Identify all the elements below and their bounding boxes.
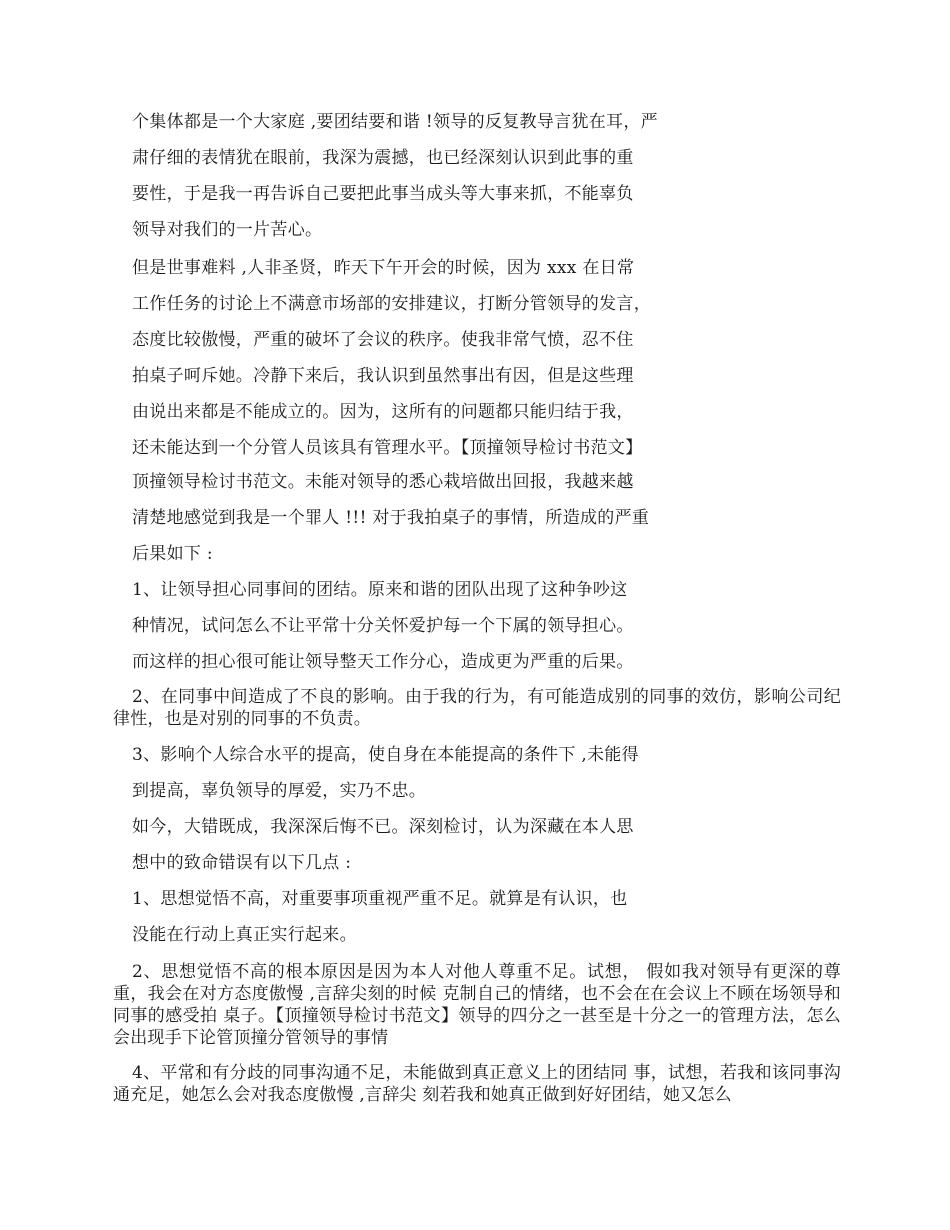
text-line: 态度比较傲慢，严重的破坏了会议的秩序。使我非常气愤，忍不住: [132, 330, 634, 350]
text-line: 领导对我们的一片苦心。: [132, 220, 323, 240]
paragraph-text: 2、在同事中间造成了不良的影响。由于我的行为，有可能造成别的同事的效仿，影响公司纪律性，也是对别的同事的不负责。: [113, 687, 841, 729]
text-line: 顶撞领导检讨书范文。未能对领导的悉心栽培做出回报，我越来越: [132, 472, 634, 492]
paragraph-text: 2、思想觉悟不高的根本原因是因为本人对他人尊重不足。试想， 假如我对领导有更深的尊重，我会在对方态度傲慢 ,言辞尖刻的时候 克制自己的情绪，也不会在在会议上不顾在场领导和同事的感受拍 桌子。【顶撞领导检讨书范文】领导的四分之一甚至是十分之一的管理方法，怎么会出现手下论管顶撞分管领导的事情: [113, 962, 841, 1048]
text-line: 没能在行动上真正实行起来。: [132, 925, 357, 945]
text-line: 而这样的担心很可能让领导整天工作分心，造成更为严重的后果。: [132, 652, 634, 672]
text-line: 工作任务的讨论上不满意市场部的安排建议，打断分管领导的发言，: [132, 294, 651, 314]
text-line: 1、思想觉悟不高，对重要事项重视严重不足。就算是有认识，也: [132, 889, 628, 909]
paragraph-text: 4、平常和有分歧的同事沟通不足，未能做到真正意义上的团结同 事，试想，若我和该同事沟通充足，她怎么会对我态度傲慢 ,言辞尖 刻若我和她真正做到好好团结，她又怎么: [113, 1063, 841, 1105]
text-line: 后果如下 :: [132, 544, 213, 564]
text-line: 肃仔细的表情犹在眼前，我深为震撼，也已经深刻认识到此事的重: [132, 148, 634, 168]
text-line: 3、影响个人综合水平的提高，使自身在本能提高的条件下 ,未能得: [132, 745, 639, 765]
paragraph-point-4: [113, 1062, 841, 1106]
text-line: 如今，大错既成，我深深后悔不已。深刻检讨，认为深藏在本人思: [132, 817, 634, 837]
text-line: 还未能达到一个分管人员该具有管理水平。【顶撞领导检讨书范文】: [132, 438, 643, 458]
text-line: 要性，于是我一再告诉自己要把此事当成头等大事来抓，不能辜负: [132, 184, 634, 204]
text-line: 1、让领导担心同事间的团结。原来和谐的团队出现了这种争吵这: [132, 580, 628, 600]
text-line: 清楚地感觉到我是一个罪人 !!! 对于我拍桌子的事情，所造成的严重: [132, 508, 650, 528]
text-line: 到提高，辜负领导的厚爱，实乃不忠。: [132, 781, 427, 801]
text-line: 种情况，试问怎么不让平常十分关怀爱护每一个下属的领导担心。: [132, 616, 634, 636]
text-line: 拍桌子呵斥她。冷静下来后，我认识到虽然事出有因，但是这些理: [132, 366, 634, 386]
text-line: 由说出来都是不能成立的。因为，这所有的问题都只能归结于我，: [132, 402, 634, 422]
text-line: 个集体都是一个大家庭 ,要团结要和谐 !领导的反复教导言犹在耳，严: [132, 112, 658, 132]
text-line: 但是世事难料 ,人非圣贤，昨天下午开会的时候，因为 xxx 在日常: [132, 258, 635, 278]
paragraph-root-cause: [113, 961, 841, 1049]
paragraph-point-2: [113, 686, 841, 730]
text-line: 想中的致命错误有以下几点 :: [132, 853, 352, 873]
